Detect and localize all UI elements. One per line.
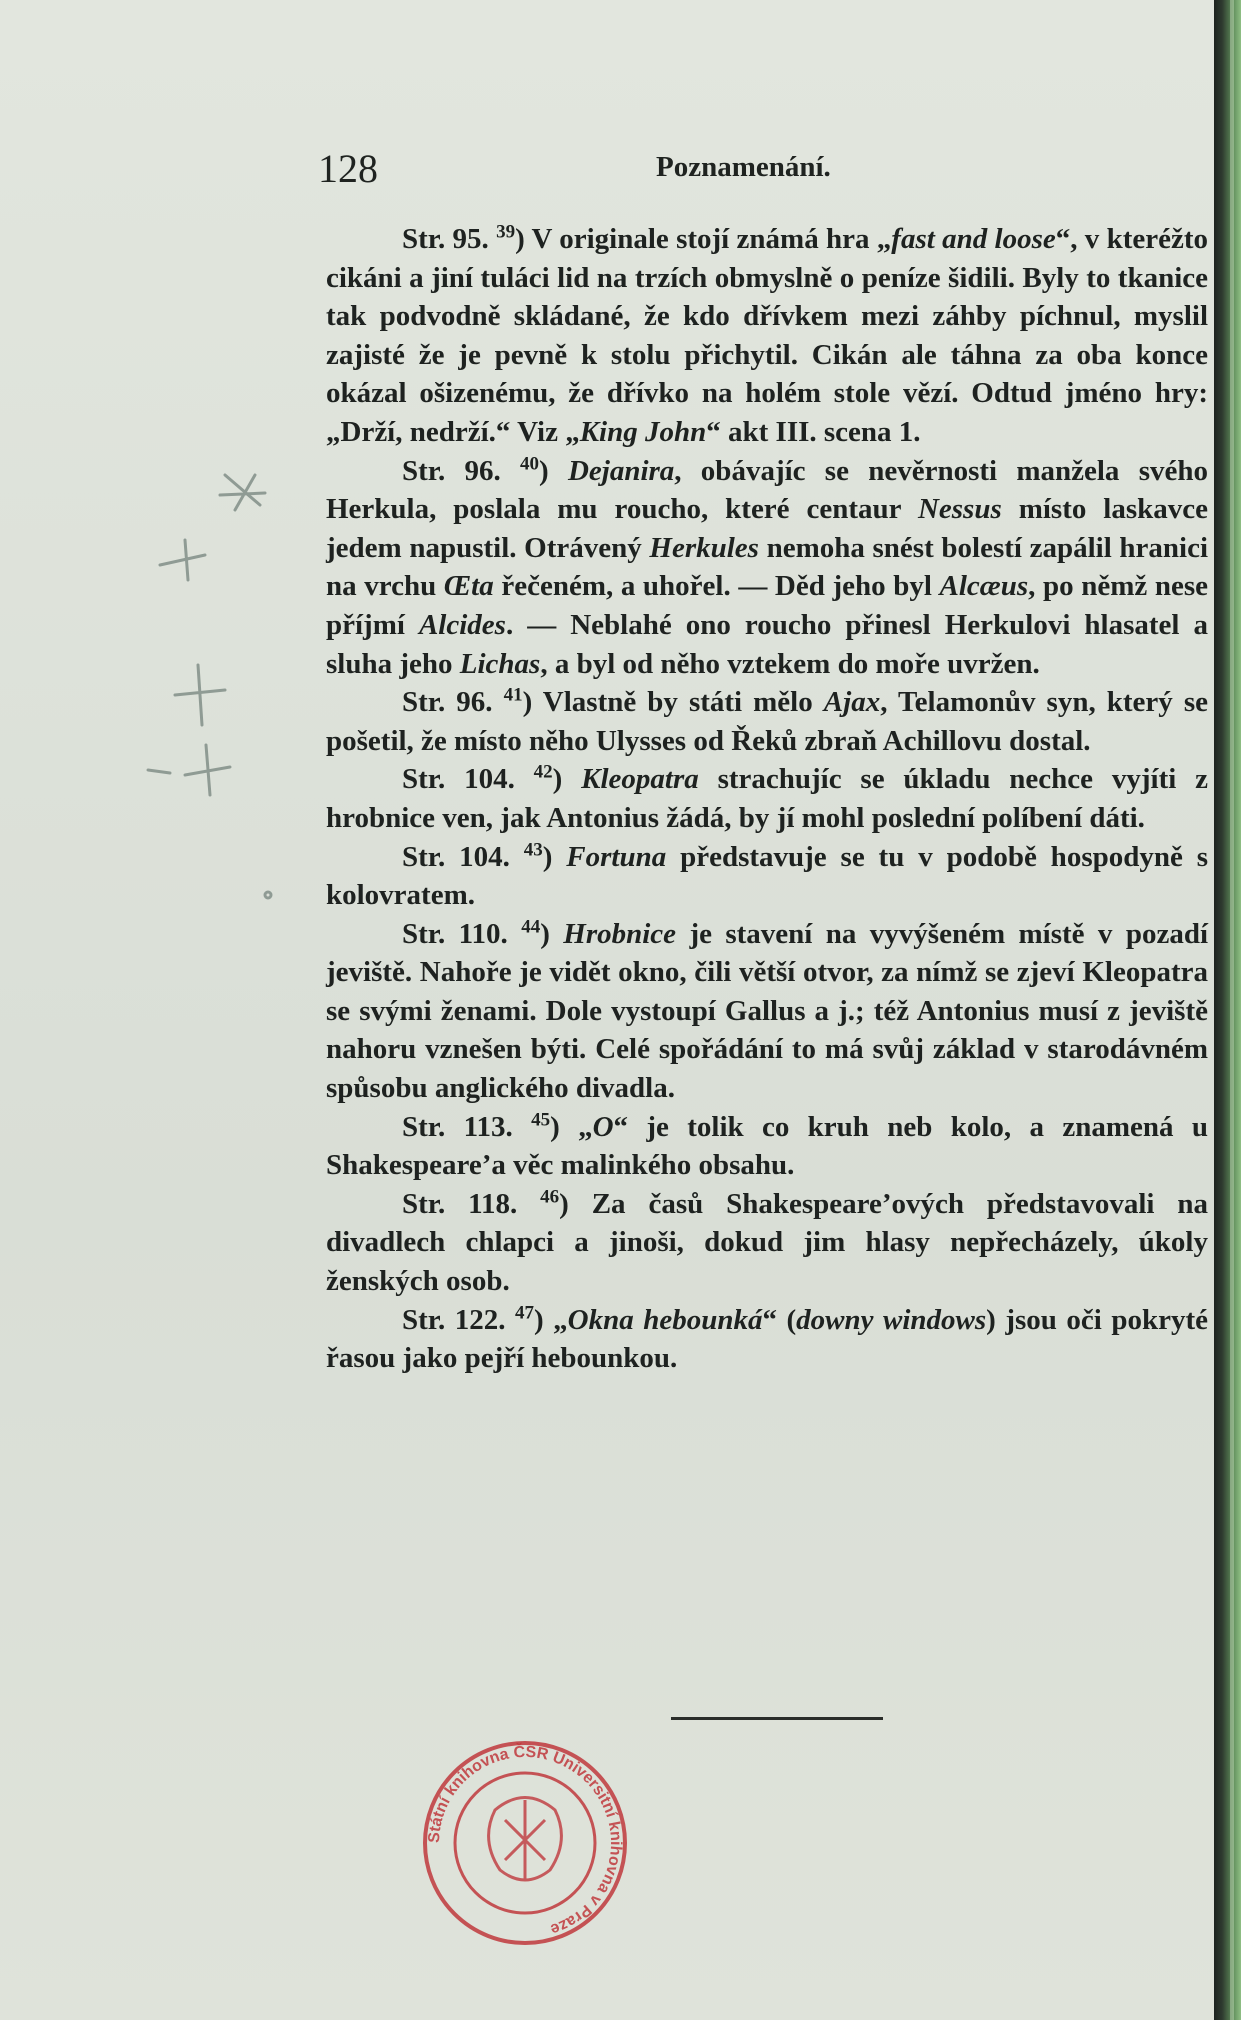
note-number: 47 — [515, 1301, 534, 1323]
note-number: 44 — [521, 916, 541, 938]
note-ref: Str. 96. — [402, 454, 501, 487]
note-number: 45 — [531, 1109, 551, 1130]
note-number: 41 — [503, 684, 523, 706]
note-42: Str. 104. $^{42}$) Kleopatra strachujíc se úkladu nechce vyjíti z hrobnice ven, jak Antonius žádá, by jí mohl poslední políbení dáti. — [326, 761, 1208, 834]
note-ref: Str. 113. — [402, 1110, 513, 1143]
page-header — [318, 145, 1208, 195]
note-ref: Str. 95. — [402, 223, 489, 255]
note-44: Str. 110. $^{44}$) Hrobnice je stavení na vyvýšeném místě v pozadí jeviště. Nahoře je vidět okno, čili větší otvor, za nímž se zjeví Kleopatra se svými ženami. Dole vystoupí Gallus a j.; též Antonius musí z jeviště nahoru vznešen býti. Celé spořádání to má svůj základ v starodávném spůsobu anglického divadla. — [326, 916, 1209, 1105]
running-title: Poznamenání. — [656, 151, 831, 183]
note-47: Str. 122. $^{47}$) „Okna hebounká“ (downy windows) jsou oči pokryté řasou jako pejří hebounkou. — [326, 1301, 1208, 1375]
page-edge — [1214, 0, 1241, 2020]
notes-body — [326, 220, 1208, 1378]
note-41: Str. 96. $^{41}$) Vlastně by státi mělo Ajax, Telamonův syn, který se pošetil, že místo něho Ulysses od Řeků zbraň Achillovu dostal. — [326, 684, 1208, 757]
note-43: Str. 104. $^{43}$) Fortuna představuje se tu v podobě hospodyně s kolovratem. — [326, 838, 1209, 912]
library-stamp — [410, 1740, 640, 1945]
pencil-marks — [140, 455, 280, 1355]
note-number: 46 — [540, 1186, 560, 1208]
note-ref: Str. 104. — [402, 763, 515, 796]
note-number: 43 — [523, 838, 543, 860]
note-45: Str. 113. $^{45}$) „O“ je tolik co kruh neb kolo, a znamená u Shakespeare’a věc malinkého obsahu. — [326, 1109, 1208, 1182]
note-39: Str. 95. $^{39}$) V originale stojí známá hra „fast and loose“, v kteréžto cikáni a jiní tuláci lid na trzích obmyslně o peníze šidili. Byly to tkanice tak podvodně skládané, že kdo dřívkem mezi záhby píchnul, myslil zajisté že je pevně k stolu přichytil. Cikán ale táhna za oba konce okázal ošizenému, že dřívko na holém stole vězí. Odtud jméno hry: „Drží, nedrží.“ Viz „King John“ akt III. scena 1. — [326, 221, 1209, 448]
note-46: Str. 118. $^{46}$) Za časů Shakespeare’ových představovali na divadlech chlapci a jinoši, dokud jim hlasy nepřecházely, úkoly ženských osob. — [326, 1186, 1208, 1298]
note-40: Str. 96. $^{40}$) Dejanira, obávajíc se nevěrnosti manžela svého Herkula, poslala mu roucho, které centaur Nessus místo laskavce jedem napustil. Otrávený Herkules nemoha snést bolestí zapálil hranici na vrchu Œta řečeném, a uhořel. — Děd jeho byl Alcæus, po němž nese příjmí Alcides. — Neblahé ono roucho přinesl Herkulovi hlasatel a sluha jeho Lichas, a byl od něho vztekem do moře uvržen. — [326, 452, 1209, 680]
note-number: 42 — [533, 761, 553, 783]
end-rule — [671, 1717, 883, 1720]
stamp-text: Státní knihovna ČSR Universitní knihovna v Praze — [425, 1743, 625, 1938]
page-number: 128 — [318, 146, 378, 191]
note-ref: Str. 118. — [402, 1187, 518, 1220]
note-number: 39 — [496, 221, 516, 243]
note-ref: Str. 104. — [402, 840, 510, 873]
note-ref: Str. 110. — [402, 917, 508, 950]
note-ref: Str. 96. — [402, 686, 493, 719]
note-number: 40 — [520, 452, 540, 474]
note-ref: Str. 122. — [402, 1303, 506, 1336]
